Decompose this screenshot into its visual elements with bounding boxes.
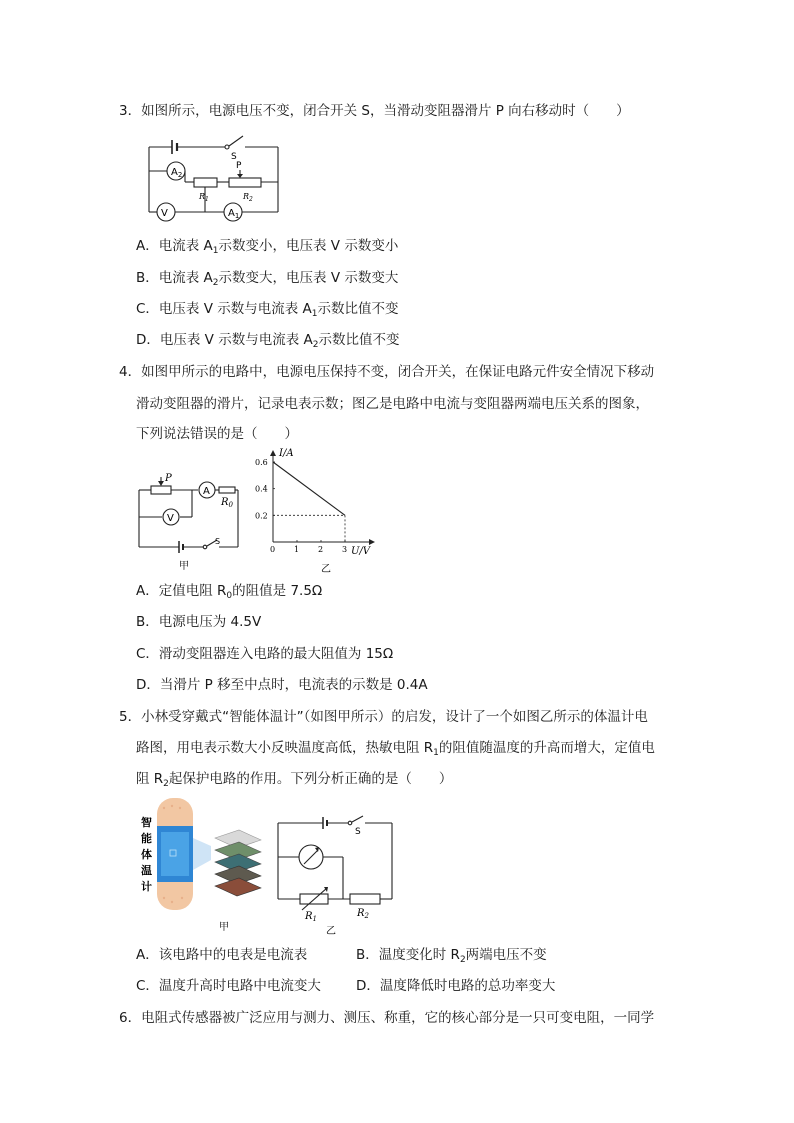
q3-switch-label: S (231, 152, 237, 162)
q5-band-vertical-text (141, 815, 152, 893)
q3-option-c[interactable]: C．电压表 V 示数与电流表 $A_1$示数比值不变 (136, 301, 399, 319)
q4-slider-label: P (165, 473, 172, 484)
x-tick-label: 2 (318, 545, 324, 554)
q5-r2-label: $R_2$ (357, 908, 369, 920)
x-tick-label: 3 (342, 545, 348, 554)
y-tick-label: 0.6 (255, 458, 268, 467)
q3-slider-label: P (236, 161, 242, 171)
q3-option-d[interactable]: D．电压表 V 示数与电流表 $A_2$示数比值不变 (136, 332, 400, 350)
q5-option-d[interactable]: D．温度降低时电路的总功率变大 (356, 978, 556, 994)
svg-text:智: 智 (141, 816, 152, 829)
q5-option-b[interactable]: B．温度变化时 $R_2$两端电压不变 (356, 947, 547, 965)
q4-stem-line3: 下列说法错误的是（ ） (136, 426, 298, 442)
q5-stem-line2: 路图，用电表示数大小反映温度高低，热敏电阻 $R_1$的阻值随温度的升高而增大，定值电 (136, 740, 655, 758)
q5-r1-label: $R_1$ (305, 911, 317, 923)
q4-graph-caption: 乙 (321, 564, 331, 575)
q4-option-b[interactable]: B．电源电压为 4.5V (136, 614, 262, 630)
y-tick-label: 0.2 (255, 511, 268, 521)
q5-circuit-diagram (275, 813, 400, 938)
q4-switch-label: S (215, 537, 221, 546)
q5-photo-caption: 甲 (219, 922, 229, 933)
q5-thermometer-photo (137, 798, 277, 938)
q4-option-c[interactable]: C．滑动变阻器连入电路的最大阻值为 15Ω (136, 646, 394, 662)
q5-option-a[interactable]: A．该电路中的电表是电流表 (136, 947, 308, 963)
q5-circuit-caption: 乙 (326, 926, 336, 937)
q3-option-a[interactable]: A．电流表 $A_1$示数变小，电压表 V 示数变小 (136, 238, 399, 256)
q3-option-b[interactable]: B．电流表 $A_2$示数变大，电压表 V 示数变大 (136, 270, 399, 288)
x-tick-label: 1 (294, 545, 300, 554)
q3-stem: 3．如图所示，电源电压不变，闭合开关 S，当滑动变阻器滑片 P 向右移动时（ ） (119, 103, 630, 119)
y-tick-label: 0.4 (255, 484, 268, 494)
q4-r0-label: $R_0$ (221, 497, 233, 509)
svg-text:体: 体 (141, 848, 152, 861)
q6-stem-line1: 6．电阻式传感器被广泛应用与测力、测压、称重，它的核心部分是一只可变电阻，一同学 (119, 1010, 655, 1026)
q3-r2-label: $R_2$ (243, 192, 253, 203)
svg-text:温: 温 (141, 864, 152, 877)
q3-voltmeter-label: V (161, 208, 168, 219)
y-axis-label: I/A (279, 448, 294, 459)
q4-option-d[interactable]: D．当滑片 P 移至中点时，电流表的示数是 0.4A (136, 677, 428, 693)
q5-switch-label: S (355, 827, 361, 837)
svg-text:计: 计 (141, 880, 152, 893)
q4-stem-line1: 4．如图甲所示的电路中，电源电压保持不变，闭合开关，在保证电路元件安全情况下移动 (119, 364, 655, 380)
q4-option-a[interactable]: A．定值电阻 $R_0$的阻值是 7.5Ω (136, 583, 323, 601)
q4-voltmeter-label: V (167, 513, 174, 524)
series-line (273, 462, 345, 515)
q4-circuit-diagram (137, 472, 247, 572)
q4-circuit-caption: 甲 (179, 561, 189, 572)
q3-r1-label: $R_1$ (199, 192, 209, 203)
q4-current-voltage-graph (255, 450, 385, 575)
q5-option-c[interactable]: C．温度升高时电路中电流变大 (136, 978, 321, 994)
q3-circuit-diagram (145, 133, 285, 225)
q4-stem-line2: 滑动变阻器的滑片，记录电表示数；图乙是电路中电流与变阻器两端电压关系的图象， (136, 396, 649, 412)
q3-ammeter-a1-label: $A_1$ (228, 208, 240, 220)
q5-stem-line1: 5．小林受穿戴式“智能体温计”（如图甲所示）的启发，设计了一个如图乙所示的体温计电 (119, 709, 648, 725)
q4-ammeter-label: A (203, 486, 210, 497)
x-axis-label: U/V (351, 546, 371, 557)
svg-text:能: 能 (141, 832, 152, 845)
q5-stem-line3: 阻 $R_2$起保护电路的作用。下列分析正确的是（ ） (136, 771, 453, 789)
q3-ammeter-a2-label: $A_2$ (171, 167, 183, 179)
x-tick-label: 0 (270, 545, 276, 554)
